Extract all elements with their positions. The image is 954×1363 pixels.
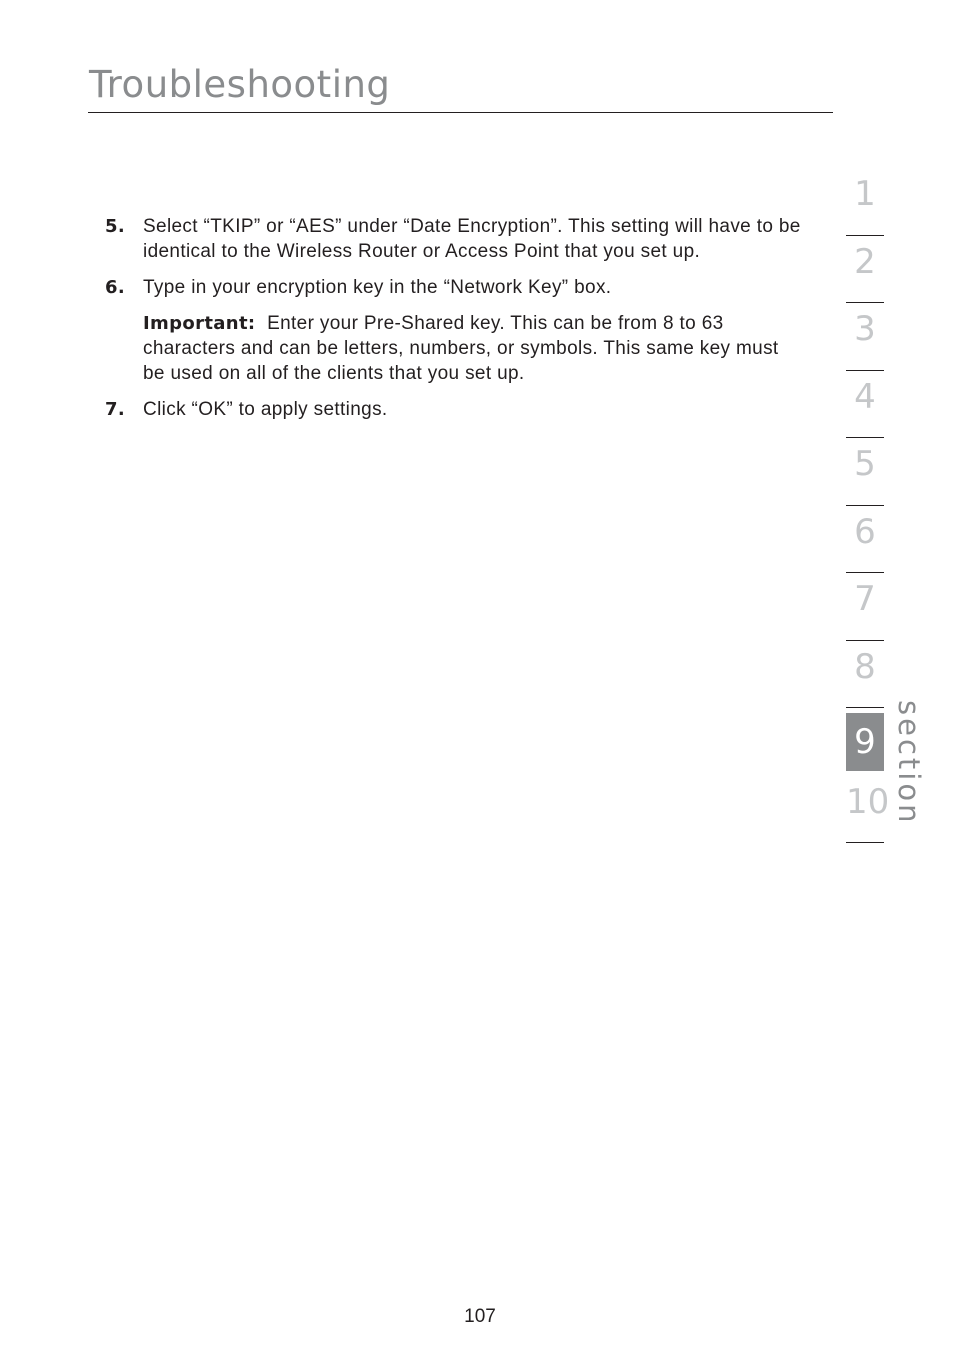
section-number: 2 — [854, 241, 876, 282]
section-number: 7 — [854, 579, 876, 619]
section-number: 1 — [854, 174, 876, 214]
section-number: 10 — [846, 781, 890, 822]
important-label: Important: — [143, 313, 256, 334]
section-tab-1[interactable] — [846, 168, 884, 236]
page-number: 107 — [464, 1306, 496, 1327]
title-divider — [88, 112, 833, 113]
section-tab-7[interactable] — [846, 573, 884, 641]
section-number: 4 — [854, 376, 876, 417]
important-text: Enter your Pre-Shared key. This can be from 8 to 63 characters and can be letters, numbers, or symbols. This same key must be used on all of the clients that you set up. — [143, 313, 779, 384]
section-number: 8 — [854, 646, 876, 687]
section-number: 5 — [854, 444, 876, 484]
section-number: 3 — [854, 309, 876, 349]
step-number: 6. — [105, 277, 126, 298]
step-text: Select “TKIP” or “AES” under “Date Encryption”. This setting will have to be identical to the Wireless Router or Access Point that you set up. — [143, 216, 801, 262]
section-tab-10[interactable] — [846, 776, 890, 844]
step-text: Click “OK” to apply settings. — [143, 399, 388, 420]
step-item — [105, 214, 805, 264]
section-number: 9 — [846, 713, 884, 771]
section-tab-2[interactable] — [846, 236, 884, 304]
section-tab-4[interactable] — [846, 371, 884, 439]
step-number: 5. — [105, 216, 126, 237]
section-nav — [846, 168, 890, 843]
instruction-list — [105, 214, 805, 433]
step-number: 7. — [105, 399, 126, 420]
section-label: section — [892, 700, 926, 826]
step-item — [105, 275, 805, 300]
page-title: Troubleshooting — [89, 63, 391, 106]
section-tab-9-active[interactable] — [846, 708, 884, 776]
section-tab-8[interactable] — [846, 641, 884, 709]
step-item — [105, 397, 805, 422]
section-number: 6 — [854, 511, 876, 552]
section-tab-3[interactable] — [846, 303, 884, 371]
section-tab-6[interactable] — [846, 506, 884, 574]
section-tab-5[interactable] — [846, 438, 884, 506]
important-note — [105, 311, 805, 386]
step-text: Type in your encryption key in the “Network Key” box. — [143, 277, 612, 298]
